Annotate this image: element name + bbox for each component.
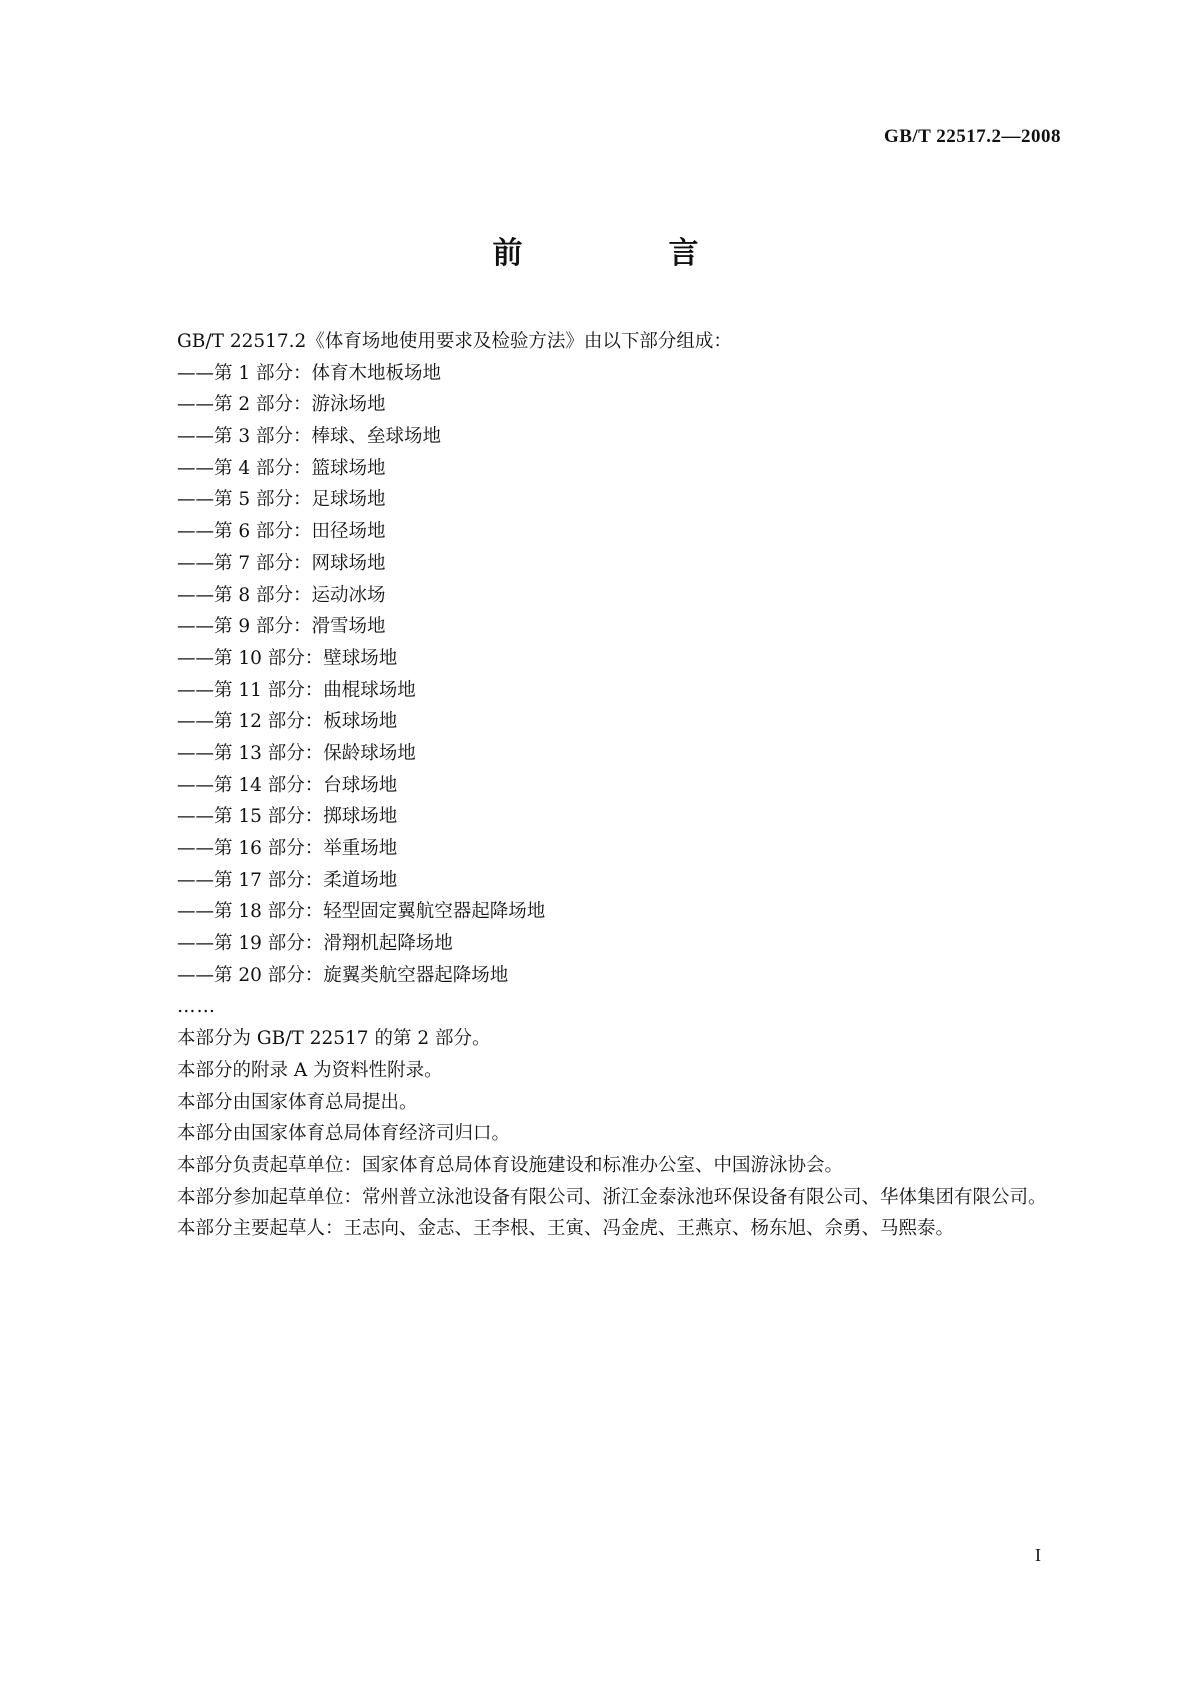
list-item: ——第 20 部分：旋翼类航空器起降场地 [177, 964, 509, 986]
statement-centralized-unit: 本部分由国家体育总局体育经济司归口。 [177, 1123, 511, 1145]
list-item: ——第 5 部分：足球场地 [177, 489, 386, 511]
statement-responsible-drafter: 本部分负责起草单位：国家体育总局体育设施建设和标准办公室、中国游泳协会。 [177, 1154, 844, 1176]
statement-participating-drafters: 本部分参加起草单位：常州普立泳池设备有限公司、浙江金泰泳池环保设备有限公司、华体集团有限公司。 [177, 1186, 1047, 1208]
statement-annex: 本部分的附录 A 为资料性附录。 [177, 1059, 443, 1081]
list-item: ——第 16 部分：举重场地 [177, 838, 398, 859]
list-item: ——第 9 部分：滑雪场地 [177, 616, 386, 638]
list-item: ——第 3 部分：棒球、垒球场地 [177, 426, 442, 448]
statement-main-drafters: 本部分主要起草人：王志向、金志、王李根、王寅、冯金虎、王燕京、杨东旭、佘勇、马熙泰。 [177, 1218, 955, 1240]
list-item: ——第 6 部分：田径场地 [177, 521, 386, 543]
list-item: ——第 14 部分：台球场地 [177, 774, 398, 796]
list-item: ——第 7 部分：网球场地 [177, 552, 386, 574]
list-item: ——第 2 部分：游泳场地 [177, 394, 386, 416]
foreword-body [121, 326, 1071, 1245]
page-number: I [1035, 1545, 1041, 1565]
statements [121, 1023, 1071, 1245]
list-item: ——第 18 部分：轻型固定翼航空器起降场地 [177, 901, 546, 923]
list-item: ——第 8 部分：运动冰场 [177, 584, 386, 606]
list-item: ——第 1 部分：体育木地板场地 [177, 362, 442, 384]
parts-list [121, 358, 1071, 992]
statement-proposer: 本部分由国家体育总局提出。 [177, 1091, 418, 1113]
page-title: 前 言 [492, 236, 757, 271]
list-item: ——第 12 部分：板球场地 [177, 711, 398, 733]
list-item: ——第 13 部分：保龄球场地 [177, 742, 416, 764]
list-item: ——第 4 部分：篮球场地 [177, 457, 386, 479]
list-item: ——第 11 部分：曲棍球场地 [177, 679, 416, 701]
list-item: ——第 10 部分：壁球场地 [177, 647, 398, 669]
standard-code: GB/T 22517.2—2008 [883, 126, 1061, 147]
list-item: ——第 15 部分：掷球场地 [177, 806, 398, 828]
intro-paragraph: GB/T 22517.2《体育场地使用要求及检验方法》由以下部分组成： [177, 331, 732, 352]
list-item: ——第 19 部分：滑翔机起降场地 [177, 933, 453, 955]
list-item: ——第 17 部分：柔道场地 [177, 869, 398, 891]
list-ellipsis: …… [177, 996, 216, 1018]
statement-part-number: 本部分为 GB/T 22517 的第 2 部分。 [177, 1028, 491, 1050]
